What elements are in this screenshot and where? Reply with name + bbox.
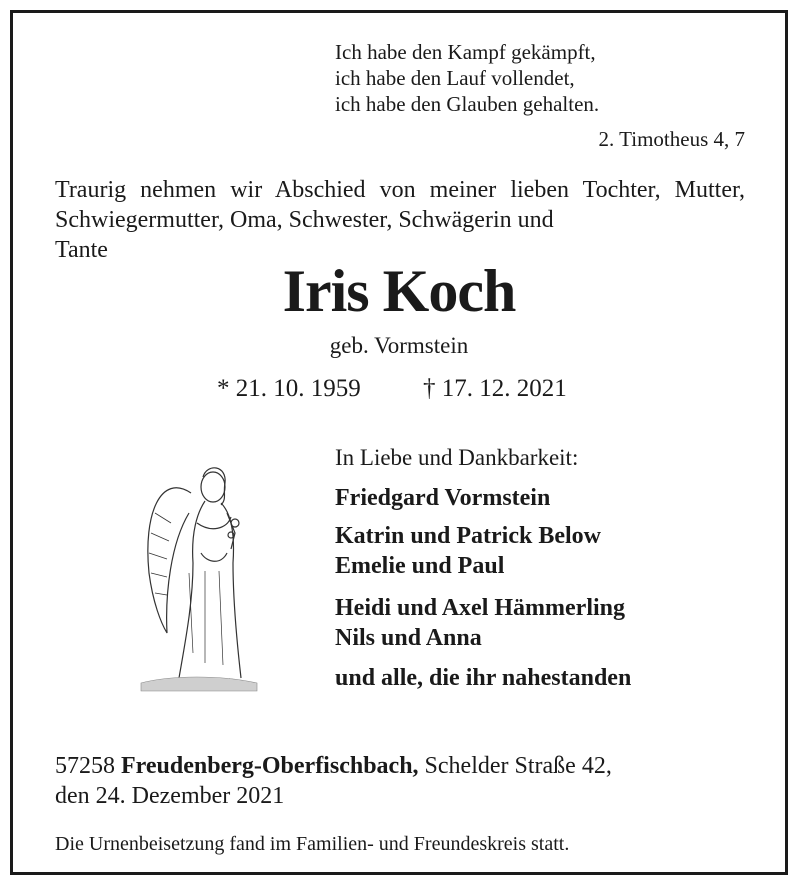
bible-verse <box>335 39 599 117</box>
intro-text-last: Tante <box>55 237 108 263</box>
verse-line: Ich habe den Kampf gekämpft, <box>335 40 596 64</box>
mourner-line: und alle, die ihr nahestanden <box>335 665 632 691</box>
obituary-notice <box>10 10 788 875</box>
deceased-name: Iris Koch <box>282 258 516 324</box>
maiden-name: geb. Vormstein <box>329 333 469 358</box>
mourner-line: Friedgard Vormstein <box>335 485 551 511</box>
verse-line: ich habe den Lauf vollendet, <box>335 66 575 90</box>
mourner-line: Nils und Anna <box>335 625 482 651</box>
angel-icon <box>131 453 261 693</box>
verse-reference: 2. Timotheus 4, 7 <box>598 127 745 151</box>
intro-text: Traurig nehmen wir Abschied von meiner lieben Tochter, Mutter, Schwiegermutter, Oma, Schwester, Schwägerin und <box>55 177 745 233</box>
town-name: Freudenberg-Oberfischbach, <box>121 753 419 779</box>
address-line <box>55 751 612 781</box>
verse-line: ich habe den Glauben gehalten. <box>335 92 600 116</box>
mourner-line: Katrin und Patrick Below <box>335 523 602 549</box>
birth-date: * 21. 10. 1959 <box>217 375 361 402</box>
zip-code: 57258 <box>55 753 115 779</box>
burial-note: Die Urnenbeisetzung fand im Familien- und Freundeskreis statt. <box>55 833 570 855</box>
street-address: Schelder Straße 42, <box>424 753 612 779</box>
thanks-heading: In Liebe und Dankbarkeit: <box>335 445 579 470</box>
mourner-line: Heidi und Axel Hämmerling <box>335 595 626 621</box>
death-date: † 17. 12. 2021 <box>423 375 567 402</box>
notice-date: den 24. Dezember 2021 <box>55 783 285 809</box>
mourner-line: Emelie und Paul <box>335 553 505 579</box>
